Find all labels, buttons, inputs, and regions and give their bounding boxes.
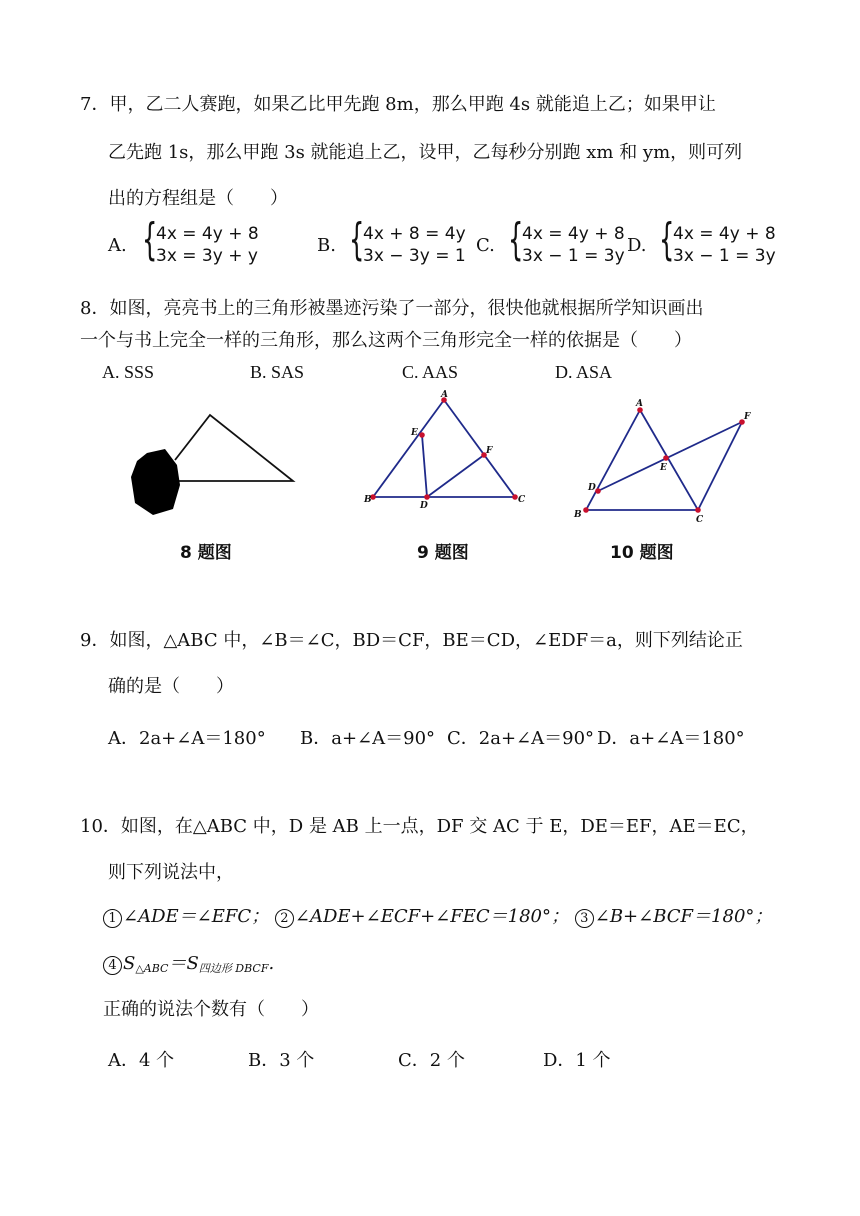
figure-9-caption: 9 题图	[417, 543, 469, 563]
q10-option-c: C．2 个	[398, 1050, 465, 1071]
fig9-label-a: A	[441, 390, 448, 400]
figure-9-diagram	[360, 388, 530, 513]
fig10-label-a: A	[636, 399, 643, 409]
circled-number-4: 4	[103, 956, 122, 975]
q7-option-a-eq2: 3x = 3y + y	[156, 246, 258, 266]
fig10-label-c: C	[696, 515, 704, 525]
q9-line2: 确的是（ ）	[108, 676, 234, 697]
q7-option-c-eq2: 3x − 1 = 3y	[522, 246, 625, 266]
figure-8-diagram	[125, 405, 305, 520]
q7-option-a-eq1: 4x = 4y + 8	[156, 224, 259, 244]
figure-10-caption: 10 题图	[610, 543, 674, 563]
q10-option-b: B．3 个	[248, 1050, 315, 1071]
q10-line1: 10．如图，在△ABC 中，D 是 AB 上一点，DF 交 AC 于 E，DE＝EF，AE＝EC，	[80, 816, 759, 837]
q9-option-c: C．2a+∠A＝90°	[447, 728, 595, 749]
q7-line3: 出的方程组是（ ）	[108, 188, 288, 209]
q7-option-d-eq2: 3x − 1 = 3y	[673, 246, 776, 266]
q9-option-b: B．a+∠A＝90°	[300, 728, 436, 749]
q10-statements-row	[103, 908, 772, 928]
q10-statement-1: ∠ADE＝∠EFC；	[123, 906, 270, 927]
q7-line2: 乙先跑 1s，那么甲跑 3s 就能追上乙，设甲，乙每秒分别跑 xm 和 ym，则可列	[108, 142, 743, 163]
q8-option-c: C. AAS	[402, 362, 459, 382]
fig9-label-c: C	[518, 495, 526, 505]
q10-line4: 正确的说法个数有（ ）	[103, 999, 319, 1020]
q7-option-b-eq2: 3x − 3y = 1	[363, 246, 466, 266]
circled-number-2: 2	[275, 909, 294, 928]
fig9-label-d: D	[420, 501, 428, 511]
q10-line2: 则下列说法中，	[108, 862, 234, 883]
fig10-label-b: B	[574, 510, 582, 520]
q8-line2: 一个与书上完全一样的三角形，那么这两个三角形完全一样的依据是（ ）	[80, 330, 692, 351]
q10-statement-4-row	[103, 955, 274, 975]
figure-8-caption: 8 题图	[180, 543, 232, 563]
q7-line1: 7．甲，乙二人赛跑，如果乙比甲先跑 8m，那么甲跑 4s 就能追上乙；如果甲让	[80, 94, 716, 115]
fig9-label-b: B	[364, 495, 372, 505]
circled-number-3: 3	[575, 909, 594, 928]
q9-line1: 9．如图，△ABC 中，∠B＝∠C，BD＝CF，BE＝CD，∠EDF＝a，则下列结论正	[80, 630, 743, 651]
q10-s4-end: .	[268, 953, 275, 974]
fig9-label-f: F	[486, 446, 493, 456]
q7-option-b-label: B.	[317, 235, 336, 256]
q7-option-d-eq1: 4x = 4y + 8	[673, 224, 776, 244]
q7-option-c-eq1: 4x = 4y + 8	[522, 224, 625, 244]
q10-statement-3: ∠B+∠BCF＝180°；	[594, 906, 773, 927]
q10-statement-2: ∠ADE+∠ECF+∠FEC＝180°；	[294, 906, 570, 927]
q7-option-a-label: A.	[108, 235, 127, 256]
q9-option-a: A．2a+∠A＝180°	[108, 728, 266, 749]
q7-option-c-label: C.	[476, 235, 495, 256]
q7-option-b-eq1: 4x + 8 = 4y	[363, 224, 466, 244]
fig9-label-e: E	[411, 428, 418, 438]
q10-option-a: A．4 个	[108, 1050, 175, 1071]
q10-s4-part-a: S	[123, 953, 136, 974]
q8-option-d: D. ASA	[555, 362, 613, 382]
figure-10-diagram	[570, 395, 760, 530]
q10-s4-sub-abc: △ABC	[135, 962, 169, 975]
q8-option-b: B. SAS	[250, 362, 305, 382]
q10-s4-part-b: ＝S	[168, 953, 199, 974]
q8-option-a: A. SSS	[102, 362, 155, 382]
ink-blot	[131, 449, 180, 515]
fig10-label-d: D	[588, 483, 596, 493]
fig10-label-e: E	[660, 463, 667, 473]
q9-option-d: D．a+∠A＝180°	[597, 728, 745, 749]
circled-number-1: 1	[103, 909, 122, 928]
q7-option-d-label: D.	[627, 235, 647, 256]
q10-s4-sub-dbcf: 四边形 DBCF	[198, 962, 269, 975]
q10-option-d: D．1 个	[543, 1050, 611, 1071]
fig10-label-f: F	[744, 412, 751, 422]
q8-line1: 8．如图，亮亮书上的三角形被墨迹污染了一部分，很快他就根据所学知识画出	[80, 298, 704, 319]
